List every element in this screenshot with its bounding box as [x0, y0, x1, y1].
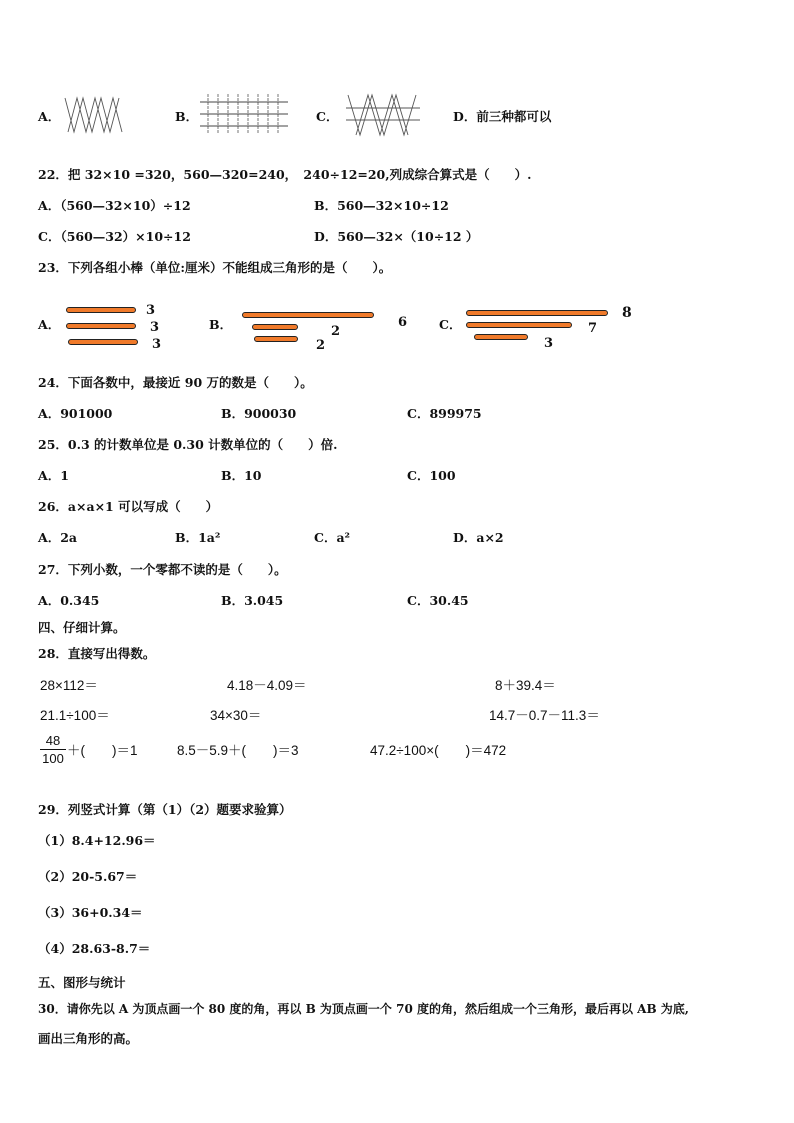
- stick-length: 7: [588, 321, 598, 336]
- q28-expr: 21.1÷100＝: [40, 708, 110, 723]
- fraction-numerator: 48: [45, 733, 61, 748]
- q22-option-d: D．560—32×（10÷12 ）: [314, 229, 479, 244]
- stick: [68, 339, 138, 345]
- q27-option-c: C．30.45: [407, 593, 469, 608]
- q29-stem: 29．列竖式计算（第（1）（2）题要求验算）: [38, 802, 292, 817]
- q25-option-b: B．10: [221, 468, 262, 483]
- q28-expr: 8＋39.4＝: [495, 678, 556, 693]
- stick: [254, 336, 298, 342]
- q29-item: （4）28.63-8.7＝: [38, 941, 151, 956]
- q24-stem: 24．下面各数中，最接近 90 万的数是（ ）。: [38, 375, 313, 390]
- q28-fraction: [40, 733, 66, 766]
- q24-option-b: B．900030: [221, 406, 297, 421]
- q26-option-a: A．2a: [38, 530, 77, 545]
- q22-option-c: C．（560—32）×10÷12: [38, 229, 191, 244]
- q28-expr: 47.2÷100×( )＝472: [370, 743, 507, 758]
- q23-option-b: B．: [209, 317, 233, 332]
- stick-length: 2: [331, 324, 341, 339]
- q21-option-b: B．: [175, 109, 199, 124]
- q23-option-c: C．: [439, 317, 462, 332]
- q26-stem: 26．a×a×1 可以写成（ ）: [38, 499, 219, 514]
- stick-length: 3: [152, 337, 162, 352]
- q23-option-a: A．: [38, 317, 61, 332]
- stick: [66, 307, 136, 313]
- stick: [252, 324, 298, 330]
- q23-sticks-c: [462, 304, 642, 354]
- stick-length: 6: [398, 315, 408, 330]
- q23-sticks-b: [238, 306, 418, 352]
- q26-option-d: D．a×2: [453, 530, 504, 545]
- q29-item: （3）36+0.34＝: [38, 905, 143, 920]
- q28-expr: 4.18－4.09＝: [227, 678, 307, 693]
- fraction-denominator: 100: [42, 751, 64, 766]
- q27-option-b: B．3.045: [221, 593, 284, 608]
- q28-expr: 14.7－0.7－11.3＝: [489, 708, 600, 723]
- q25-option-a: A．1: [38, 468, 69, 483]
- stick: [466, 322, 572, 328]
- q22-option-a: A．（560—32×10）÷12: [38, 198, 191, 213]
- section-4-heading: 四、仔细计算。: [38, 620, 126, 635]
- q21-option-a: A．: [38, 109, 61, 124]
- q28-expr: ＋( )＝1: [67, 743, 138, 758]
- q29-item: （2）20-5.67＝: [38, 869, 138, 884]
- q24-option-c: C．899975: [407, 406, 482, 421]
- q28-expr: 8.5－5.9＋( )＝3: [177, 743, 299, 758]
- q21-option-d: D．前三种都可以: [453, 109, 552, 124]
- q25-option-c: C．100: [407, 468, 456, 483]
- q26-option-c: C．a²: [314, 530, 351, 545]
- stick-length: 3: [150, 320, 160, 335]
- q26-option-b: B．1a²: [175, 530, 221, 545]
- q21-figure-a: [62, 94, 126, 136]
- q21-figure-b: [198, 92, 290, 136]
- q21-option-c: C．: [316, 109, 339, 124]
- q28-expr: 28×112＝: [40, 678, 98, 693]
- q28-stem: 28．直接写出得数。: [38, 646, 156, 661]
- q30-line-1: 30．请你先以 A 为顶点画一个 80 度的角，再以 B 为顶点画一个 70 度的角，然后组成一个三角形，最后再以 AB 为底,: [38, 1002, 689, 1016]
- q23-stem: 23．下列各组小棒（单位:厘米）不能组成三角形的是（ ）。: [38, 260, 392, 275]
- section-5-heading: 五、图形与统计: [38, 975, 126, 990]
- stick-length: 3: [146, 303, 156, 318]
- q21-figure-c: [344, 92, 422, 138]
- q24-option-a: A．901000: [38, 406, 113, 421]
- stick-length: 8: [622, 305, 632, 321]
- stick: [466, 310, 608, 316]
- stick-length: 3: [544, 336, 554, 351]
- stick: [474, 334, 528, 340]
- q29-item: （1）8.4+12.96＝: [38, 833, 156, 848]
- q22-stem: 22．把 32×10 =320，560—320=240， 240÷12=20,列成综合算式是（ ）.: [38, 167, 532, 182]
- q30-line-2: 画出三角形的高。: [38, 1031, 139, 1046]
- q23-sticks-a: [64, 303, 174, 352]
- stick: [66, 323, 136, 329]
- q28-expr: 34×30＝: [210, 708, 262, 723]
- stick: [242, 312, 374, 318]
- q22-option-b: B．560—32×10÷12: [314, 198, 449, 213]
- q27-option-a: A．0.345: [38, 593, 100, 608]
- stick-length: 2: [316, 338, 326, 353]
- q25-stem: 25．0.3 的计数单位是 0.30 计数单位的（ ）倍.: [38, 437, 338, 452]
- q27-stem: 27．下列小数，一个零都不读的是（ ）。: [38, 562, 287, 577]
